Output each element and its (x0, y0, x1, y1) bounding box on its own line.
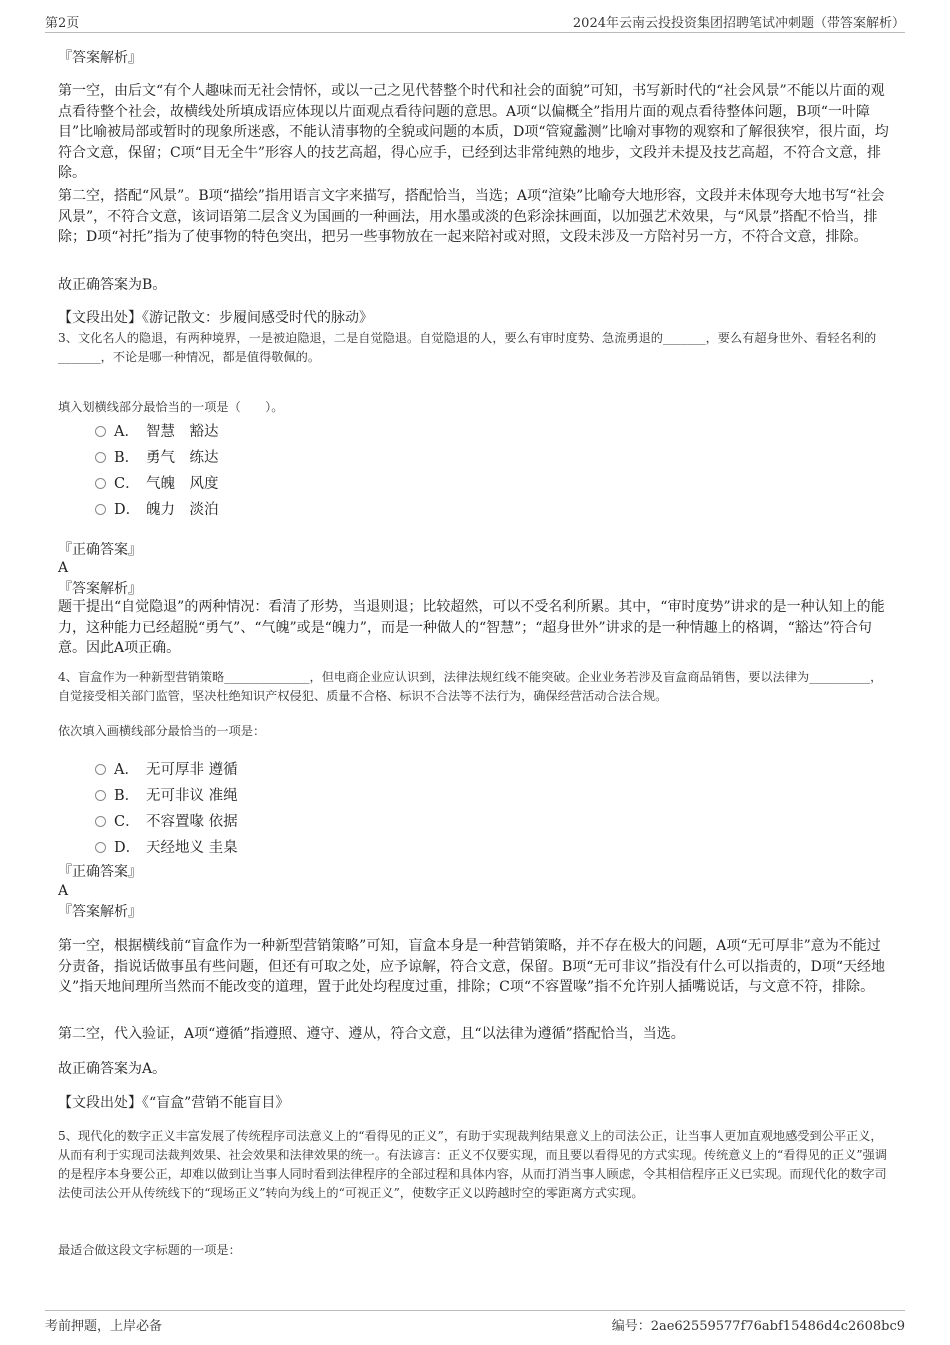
q3-prompt: 填入划横线部分最恰当的一项是（ ）。 (58, 400, 284, 414)
q2-conclusion: 故正确答案为B。 (58, 277, 167, 293)
q3-stem: 3、文化名人的隐退，有两种境界，一是被迫隐退，二是自觉隐退。自觉隐退的人，要么有审时度势、急流勇退的_______，要么有超身世外、看轻名利的_______，不论是哪一种情况，都是值得敬佩的。 (58, 331, 877, 364)
footer-slogan: 考前押题，上岸必备 (45, 1319, 163, 1334)
q4-analysis-para2: 第二空，代入验证，A项“遵循”指遵照、遵守、遵从，符合文意，且“以法律为遵循”搭配恰当，当选。 (58, 1026, 685, 1042)
q5-prompt: 最适合做这段文字标题的一项是： (58, 1243, 241, 1257)
radio-icon[interactable] (95, 478, 106, 489)
q4-option-c[interactable]: C． 不容置喙 依据 (95, 810, 238, 830)
q4-answer-label: 『正确答案』 (58, 864, 142, 880)
q3-analysis: 题干提出“自觉隐退”的两种情况：看清了形势，当退则退；比较超然，可以不受名利所累。其中，“审时度势”讲求的是一种认知上的能力，这种能力已经超脱“勇气”、“气魄”或是“魄力”，而是一种做人的“智慧”；“超身世外”讲求的是一种情趣上的格调，“豁达”符合句意。因此A项正确。 (58, 599, 885, 656)
page-footer (45, 1310, 905, 1335)
q3-answer: A (58, 560, 69, 576)
q4-stem: 4、盲盒作为一种新型营销策略______________，但电商企业应认识到，法律法规红线不能突破。企业业务若涉及盲盒商品销售，要以法律为__________，自觉接受相关部门监管，坚决杜绝知识产权侵犯、质量不合格、标识不合法等不法行为，确保经营活动合法合规。 (58, 670, 883, 703)
document-code: 编号：2ae62559577f76abf15486d4c2608bc9 (611, 1319, 905, 1334)
q2-analysis-label: 『答案解析』 (58, 50, 142, 66)
q4-source: 【文段出处】《“盲盒”营销不能盲目》 (58, 1095, 290, 1111)
q2-analysis-para1: 第一空，由后文“有个人趣味而无社会情怀，或以一己之见代替整个时代和社会的面貌”可知，书写新时代的“社会风景”不能以片面的观点看待整个社会，故横线处所填成语应体现以片面观点看待问题的意思。A项“以偏概全”指用片面的观点看待整体问题，B项“一叶障目”比喻被局部或暂时的现象所迷惑，不能认清事物的全貌或问题的本质，D项“管窥蠡测”比喻对事物的观察和了解很狭窄，很片面，均符合文意，保留；C项“目无全牛”形容人的技艺高超，得心应手，已经到达非常纯熟的地步，文段并未提及技艺高超，不符合文意，排除。 (58, 83, 889, 181)
q3-option-b[interactable]: B． 勇气 练达 (95, 446, 219, 466)
page-number: 第2页 (45, 16, 80, 31)
q3-analysis-label: 『答案解析』 (58, 581, 142, 597)
document-title: 2024年云南云投投资集团招聘笔试冲刺题（带答案解析） (572, 16, 905, 31)
q3-answer-label: 『正确答案』 (58, 542, 142, 558)
radio-icon[interactable] (95, 790, 106, 801)
radio-icon[interactable] (95, 764, 106, 775)
radio-icon[interactable] (95, 452, 106, 463)
q2-source: 【文段出处】《游记散文：步履间感受时代的脉动》 (58, 310, 373, 326)
q4-analysis-para1: 第一空，根据横线前“盲盒作为一种新型营销策略”可知，盲盒本身是一种营销策略，并不存在极大的问题，A项“无可厚非”意为不能过分责备，指说话做事虽有些问题，但还有可取之处，应予谅解，符合文意，保留。B项“无可非议”指没有什么可以指责的，D项“天经地义”指天地间理所当然而不能改变的道理，置于此处均程度过重，排除；C项“不容置喙”指不允许别人插嘴说话，与文意不符，排除。 (58, 938, 885, 995)
q4-option-d[interactable]: D． 天经地义 圭臬 (95, 836, 238, 856)
q3-option-a[interactable]: A． 智慧 豁达 (95, 420, 219, 440)
q4-option-a[interactable]: A． 无可厚非 遵循 (95, 758, 238, 778)
q4-answer: A (58, 883, 69, 899)
q5-stem: 5、现代化的数字正义丰富发展了传统程序司法意义上的“看得见的正义”，有助于实现裁判结果意义上的司法公正，让当事人更加直观地感受到公平正义，从而有利于实现司法裁判效果、社会效果和法律效果的统一。有法谚言：正义不仅要实现，而且要以看得见的方式实现。传统意义上的“看得见的正义”强调的是程序本身要公正，却难以做到让当事人同时看到法律程序的全部过程和具体内容，从而打消当事人顾虑，令其相信程序正义已实现。而现代化的数字司法使司法公开从传统线下的“现场正义”转向为线上的“可视正义”，使数字正义以跨越时空的零距离方式实现。 (58, 1129, 888, 1200)
radio-icon[interactable] (95, 842, 106, 853)
q2-analysis-para2: 第二空，搭配“风景”。B项“描绘”指用语言文字来描写，搭配恰当，当选；A项“渲染”比喻夸大地形容，文段并未体现夸大地书写“社会风景”，不符合文意，该词语第二层含义为国画的一种画法，用水墨或淡的色彩涂抹画面，以加强艺术效果，与“风景”搭配不恰当，排除；D项“衬托”指为了使事物的特色突出，把另一些事物放在一起来陪衬或对照，文段未涉及一方陪衬另一方，不符合文意，排除。 (58, 188, 885, 245)
page-header (45, 12, 905, 33)
q4-analysis-label: 『答案解析』 (58, 904, 142, 920)
radio-icon[interactable] (95, 504, 106, 515)
q4-conclusion: 故正确答案为A。 (58, 1061, 167, 1077)
radio-icon[interactable] (95, 816, 106, 827)
q4-prompt: 依次填入画横线部分最恰当的一项是： (58, 724, 266, 738)
q3-option-d[interactable]: D． 魄力 淡泊 (95, 498, 219, 518)
radio-icon[interactable] (95, 426, 106, 437)
q4-option-b[interactable]: B． 无可非议 准绳 (95, 784, 238, 804)
q3-option-c[interactable]: C． 气魄 风度 (95, 472, 219, 492)
